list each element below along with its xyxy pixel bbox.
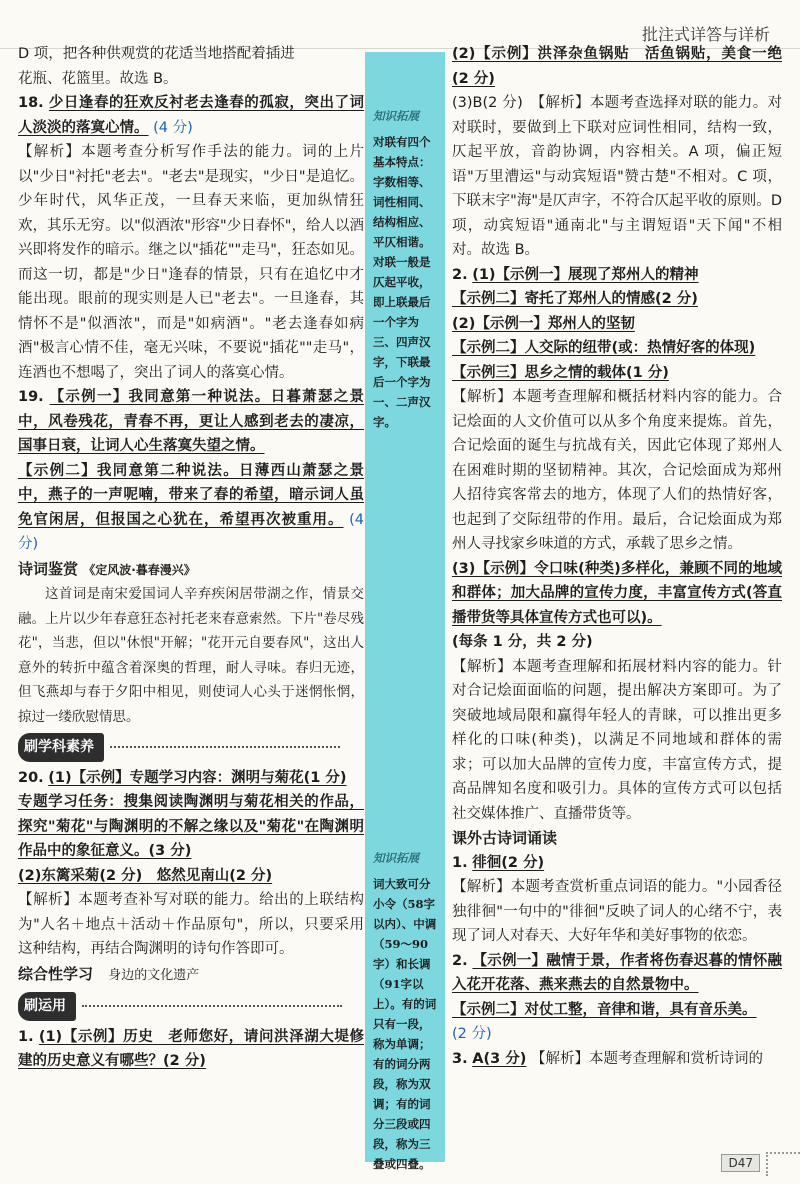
question-1 (18, 1025, 364, 1074)
badge-row-2 (18, 988, 364, 1025)
sidebar-text-1: 对联有四个基本特点：字数相等、词性相同、结构相应、平仄相谐。对联一般是仄起平收，即上联最后一个字为三、四声汉字，下联最后一个字为一、二声汉字。 (373, 135, 431, 429)
q18-analysis: 【解析】本题考查分析写作手法的能力。词的上片以"少日"衬托"老去"。"老去"是现实，"少日"是追忆。少年时代，风华正茂，一旦春天来临，更加纵情狂欢，其乐无穷。以"似酒浓"形容"少日春怀"，给人以酒兴即将发作的暗示。继之以"插花""走马"，狂态如见。而这一切，都是"少日"逢春的情景，只有在追忆中才能出现。眼前的现实则是人已"老去"。一旦逢春，其情怀不是"似酒浓"，而是"如病酒"。"老去逢春如病酒"极言心情不佳，毫无兴味，不要说"插花""走马"，连酒也不想喝了，突出了词人的落寞心情。 (18, 144, 364, 381)
p2-part-a: 【示例一】融情于景，作者将伤春迟暮的情怀融入花开花落、燕来燕去的自然景物中。 (452, 952, 783, 993)
q2-analysis: 【解析】本题考查理解和概括材料内容的能力。合记烩面的人文价值可以从多个角度来提炼。首先，合记烩面的诞生与抗战有关，因此它体现了郑州人在困难时期的坚韧精神。其次，合记烩面成为郑州人招待宾客常去的地方，体现了人们的热情好客，也起到了交际纽带的作用。最后，合记烩面成为郑州人寻找家乡味道的方式，承载了思乡之情。 (452, 389, 782, 552)
q2-part-e: 【示例三】思乡之情的载体(1 分) (452, 364, 669, 381)
left-line-1: D 项，把各种供观赏的花适当地搭配着插进 (18, 46, 295, 62)
poem-title: 《定风波·暮春漫兴》 (83, 562, 196, 577)
sidebar-block-1 (373, 106, 439, 432)
q2-part-b: 【示例二】寄托了郑州人的情感(2 分) (452, 291, 698, 307)
corner-dots (766, 1152, 800, 1176)
q19-number: 19. (18, 389, 44, 405)
q1-answer: (1)【示例】历史 老师您好，请问洪泽湖大堤修建的历史意义有哪些？(2 分) (18, 1028, 364, 1069)
badge-application: 刷运用 (18, 992, 76, 1021)
q19-answer-2: 【示例二】我同意第二种说法。日薄西山萧瑟之景中，燕子的一声呢喃，带来了春的希望，暗示词人虽免官闲居，但报国之心犹在，希望再次被重用。 (18, 462, 364, 528)
p1-number: 1. (452, 854, 468, 871)
q2-part-f: (3)【示例】令口味(种类)多样化，兼顾不同的地域和群体；加大品牌的宣传力度，丰富宣传方式(答直播带货等具体宣传方式也可以)。 (452, 560, 782, 626)
poetry-q1 (452, 851, 782, 876)
sidebar-block-2 (373, 848, 439, 1174)
question-18 (18, 91, 364, 140)
p1-answer: 徘徊(2 分) (472, 854, 545, 871)
sidebar-heading-1: 知识拓展 (373, 109, 419, 123)
q20-part-c: (2)东篱采菊(2 分) 悠然见南山(2 分) (18, 867, 273, 884)
section-subtitle: 身边的文化遗产 (108, 967, 200, 983)
q2-number: 2. (452, 266, 468, 283)
q18-number: 18. (18, 95, 44, 111)
p3-analysis: 【解析】本题考查理解和赏析诗词的 (530, 1050, 763, 1067)
p2-score: (2 分) (452, 1026, 492, 1042)
p3-answer: A(3 分) (472, 1050, 527, 1067)
p2-number: 2. (452, 952, 468, 969)
p2-part-b: 【示例二】对仗工整，音律和谐，具有音乐美。 (452, 1001, 757, 1018)
r-answer-2: (2)【示例】洪泽杂鱼锅贴 活鱼锅贴，美食一绝(2 分) (452, 46, 782, 87)
q2-part-c: (2)【示例一】郑州人的坚韧 (452, 315, 635, 332)
q19-score: (4 分) (18, 511, 364, 552)
poetry-q2 (452, 949, 782, 998)
q18-answer: 少日逢春的狂欢反衬老去逢春的孤寂，突出了词人淡淡的落寞心情。 (18, 95, 365, 136)
question-20 (18, 766, 364, 791)
p3-number: 3. (452, 1050, 468, 1067)
q2-score: (每条 1 分，共 2 分) (452, 634, 593, 650)
q2-analysis-2: 【解析】本题考查理解和拓展材料内容的能力。针对合记烩面面临的问题，提出解决方案即可。为了突破地域局限和赢得年轻人的青睐，可以推出更多样化的口味(种类)，以满足不同地域和群体的需求；可以加大品牌的宣传力度，丰富宣传方式，提高品牌知名度和吸引力。具体的宣传方式可以包括社交媒体推广、直播带货等。 (452, 658, 782, 822)
section-heading-poetry: 课外古诗词诵读 (452, 829, 558, 847)
r-answer-3: (3)B(2 分) 【解析】本题考查选择对联的能力。对对联时，要做到上下联对应词性相同，结构一致，仄起平放，音韵协调，内容相关。A 项，偏正短语"万里漕运"与动宾短语"赞古楚"不相对。C 项，下联末字"海"是仄声字，不符合仄起平收的原则。D 项，动宾短语"通南北"与主谓短语"天下闻"不相对。故选 B。 (452, 95, 782, 258)
question-19 (18, 385, 364, 459)
p1-analysis: 【解析】本题考查赏析重点词语的能力。"小园香径独徘徊"一句中的"徘徊"反映了词人的心绪不宁，表现了词人对春天、大好年华和美好事物的依恋。 (452, 879, 782, 944)
q2-part-a: (1)【示例一】展现了郑州人的精神 (472, 266, 699, 283)
q18-score: (4 分) (153, 119, 193, 136)
badge-dotted-line-2 (82, 1005, 342, 1007)
section-title: 综合性学习 (18, 964, 94, 983)
page-number: D47 (721, 1154, 760, 1172)
q2-part-d: 【示例二】人交际的纽带(或：热情好客的体现) (452, 340, 756, 356)
badge-dotted-line (110, 746, 340, 748)
q1-number: 1. (18, 1028, 34, 1045)
q19-answer-2-row (18, 459, 364, 557)
poem-note: 这首词是南宋爱国词人辛弃疾闲居带湖之作，情景交融。上片以少年春意狂态衬托老来春意索然。下片"卷尽残花"，当悲，但以"休恨"开解；"花开元自要春风"，这出人意外的转折中蕴含着深奥的哲理，耐人寻味。春归无迹，但飞燕却与春于夕阳中相见，则使词人心头于迷惘怅惘，掠过一缕欣慰情思。 (18, 586, 364, 725)
header-title: 批注式详答与详析 (641, 25, 770, 44)
q20-number: 20. (18, 769, 44, 786)
badge-subject-literacy: 刷学科素养 (18, 733, 104, 762)
q20-analysis: 【解析】本题考查补写对联的能力。给出的上联结构为"人名＋地点＋活动＋作品原句"，所以，只要采用这种结构，再结合陶渊明的诗句作答即可。 (18, 892, 364, 957)
left-line-2: 花瓶、花篮里。故选 B。 (18, 70, 178, 87)
section-heading-comprehensive (18, 962, 364, 989)
sidebar-text-2: 词大致可分小令（58字以内）、中调（59～90字）和长调（91字以上）。有的词只有一段，称为单调；有的词分两段，称为双调；有的词分三段或四段，称为三叠或四叠。 (373, 877, 437, 1171)
knowledge-sidebar (365, 52, 445, 1171)
poetry-q3 (452, 1047, 782, 1072)
q19-answer-1: 【示例一】我同意第一种说法。日暮萧瑟之景中，风卷残花，青春不再，更让人感到老去的凄凉，国事日衰，让词人心生落寞失望之情。 (18, 389, 365, 454)
q20-part-b: 专题学习任务：搜集阅读陶渊明与菊花相关的作品，探究"菊花"与陶渊明的不解之缘以及"菊花"在陶渊明作品中的象征意义。(3 分) (18, 794, 364, 859)
poem-label: 诗词鉴赏 (18, 559, 79, 578)
poem-heading (18, 557, 364, 583)
sidebar-heading-2: 知识拓展 (373, 851, 419, 865)
question-2 (452, 263, 782, 288)
badge-row-1 (18, 729, 364, 766)
right-column (452, 42, 782, 1071)
left-column (18, 42, 364, 1074)
q20-part-a: (1)【示例】专题学习内容：渊明与菊花(1 分) (48, 769, 347, 786)
